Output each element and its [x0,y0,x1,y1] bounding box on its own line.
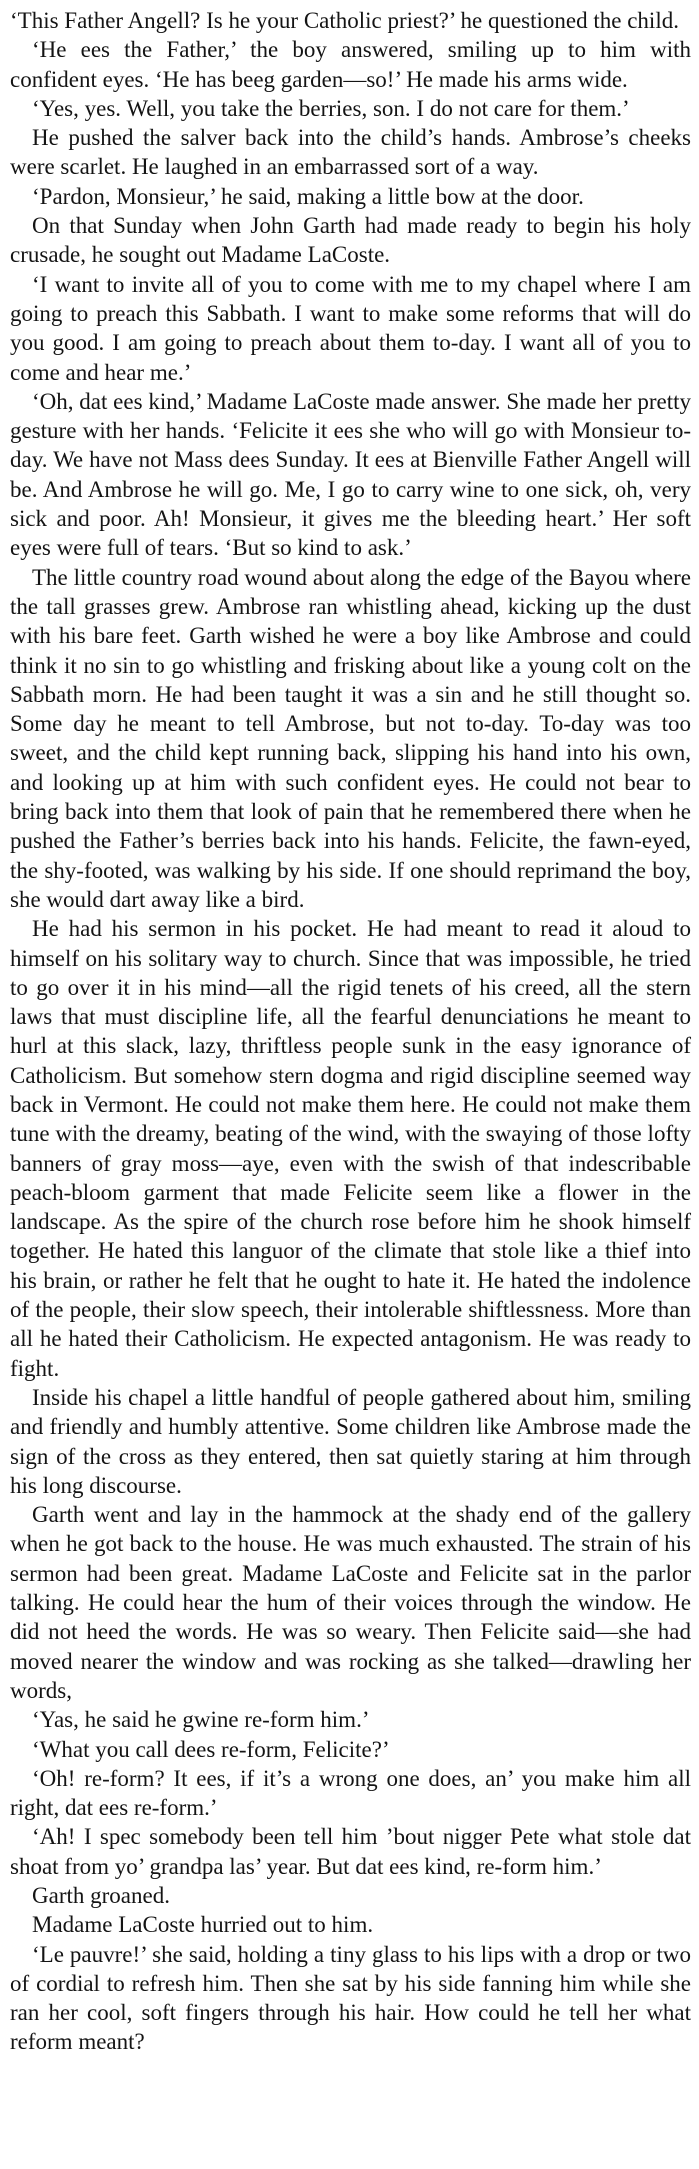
paragraph: ‘Oh, dat ees kind,’ Madame LaCoste made answer. She made her pretty gesture with her hands. ‘Felicite it ees she who will go with Monsieur to-day. We have not Mass dees Sunday. It ees at Bienville Father Angell will be. And Ambrose he will go. Me, I go to carry wine to one sick, oh, very sick and poor. Ah! Monsieur, it gives me the bleeding heart.’ Her soft eyes were full of tears. ‘But so kind to ask.’ [10,388,691,561]
paragraph: ‘This Father Angell? Is he your Catholic priest?’ he questioned the child. [10,8,679,33]
paragraph: ‘What you call dees re-form, Felicite?’ [32,1736,390,1762]
paragraph: ‘Yas, he said he gwine re-form him.’ [32,1707,370,1733]
paragraph: He had his sermon in his pocket. He had meant to read it aloud to himself on his solitary way to church. Since that was impossible, he tried to go over it in his mind—all the rigid tenets of his creed, all the stern laws that must discipline life, all the fearful denunciations he meant to hurl at this slack, lazy, thriftless people sunk in the easy ignorance of Catholicism. But somehow stern dogma and rigid discipline seemed way back in Vermont. He could not make them here. He could not make them tune with the dreamy, beating of the wind, with the swaying of those lofty banners of gray moss—aye, even with the swish of that indescribable peach-bloom garment that made Felicite seem like a flower in the landscape. As the spire of the church rose before him he shook himself together. He hated this languor of the climate that stole like a thief into his brain, or rather he felt that he ought to hate it. He hated the indolence of the people, their slow speech, their intolerable shiftlessness. More than all he hated their Catholicism. He expected antagonism. He was ready to fight. [10,916,691,1381]
paragraph: ‘I want to invite all of you to come with me to my chapel where I am going to preach this Sabbath. I want to make some reforms that will do you good. I am going to preach about them to-day. I want all of you to come and hear me.’ [10,271,691,385]
paragraph: ‘Oh! re-form? It ees, if it’s a wrong one does, an’ you make him all right, dat ees re-form.’ [10,1765,691,1821]
paragraph: Garth groaned. [32,1883,170,1908]
paragraph: ‘Yes, yes. Well, you take the berries, son. I do not care for them.’ [32,95,630,121]
paragraph: Garth went and lay in the hammock at the shady end of the gallery when he got back to the house. He was much exhausted. The strain of his sermon had been great. Madame LaCoste and Felicite sat in the parlor talking. He could hear the hum of their voices through the window. He did not heed the words. He was so weary. Then Felicite said—she had moved nearer the window and was rocking as she talked—drawling her words, [10,1502,691,1703]
paragraph: He pushed the salver back into the child’s hands. Ambrose’s cheeks were scarlet. He laughed in an embarrassed sort of a way. [10,125,691,180]
paragraph: ‘Ah! I spec somebody been tell him ’bout nigger Pete what stole dat shoat from yo’ grandpa las’ year. But dat ees kind, re-form him.’ [10,1824,691,1879]
paragraph: On that Sunday when John Garth had made ready to begin his holy crusade, he sought out Madame LaCoste. [10,213,691,268]
paragraph: ‘Le pauvre!’ she said, holding a tiny glass to his lips with a drop or two of cordial to refresh him. Then she sat by his side fanning him while she ran her cool, soft fingers through his hair. How could he tell her what reform meant? [10,1941,691,2055]
paragraph: ‘Pardon, Monsieur,’ he said, making a little bow at the door. [32,183,584,209]
paragraph: Inside his chapel a little handful of people gathered about him, smiling and friendly and humbly attentive. Some children like Ambrose made the sign of the cross as they entered, then sat quietly staring at him through his long discourse. [10,1384,691,1498]
paragraph: Madame LaCoste hurried out to him. [32,1912,374,1938]
paragraph: The little country road wound about along the edge of the Bayou where the tall grasses grew. Ambrose ran whistling ahead, kicking up the dust with his bare feet. Garth wished he were a boy like Ambrose and could think it no sin to go whistling and frisking about like a young colt on the Sabbath morn. He had been taught it was a sin and he still thought so. Some day he meant to tell Ambrose, but not to-day. To-day was too sweet, and the child kept running back, slipping his hand into his own, and looking up at him with such confident eyes. He could not bear to bring back into them that look of pain that he remembered there when he pushed the Father’s berries back into his hands. Felicite, the fawn-eyed, the shy-footed, was walking by his side. If one should reprimand the boy, she would dart away like a bird. [10,564,691,912]
paragraph: ‘He ees the Father,’ the boy answered, smiling up to him with confident eyes. ‘He has beeg garden—so!’ He made his arms wide. [10,37,691,92]
